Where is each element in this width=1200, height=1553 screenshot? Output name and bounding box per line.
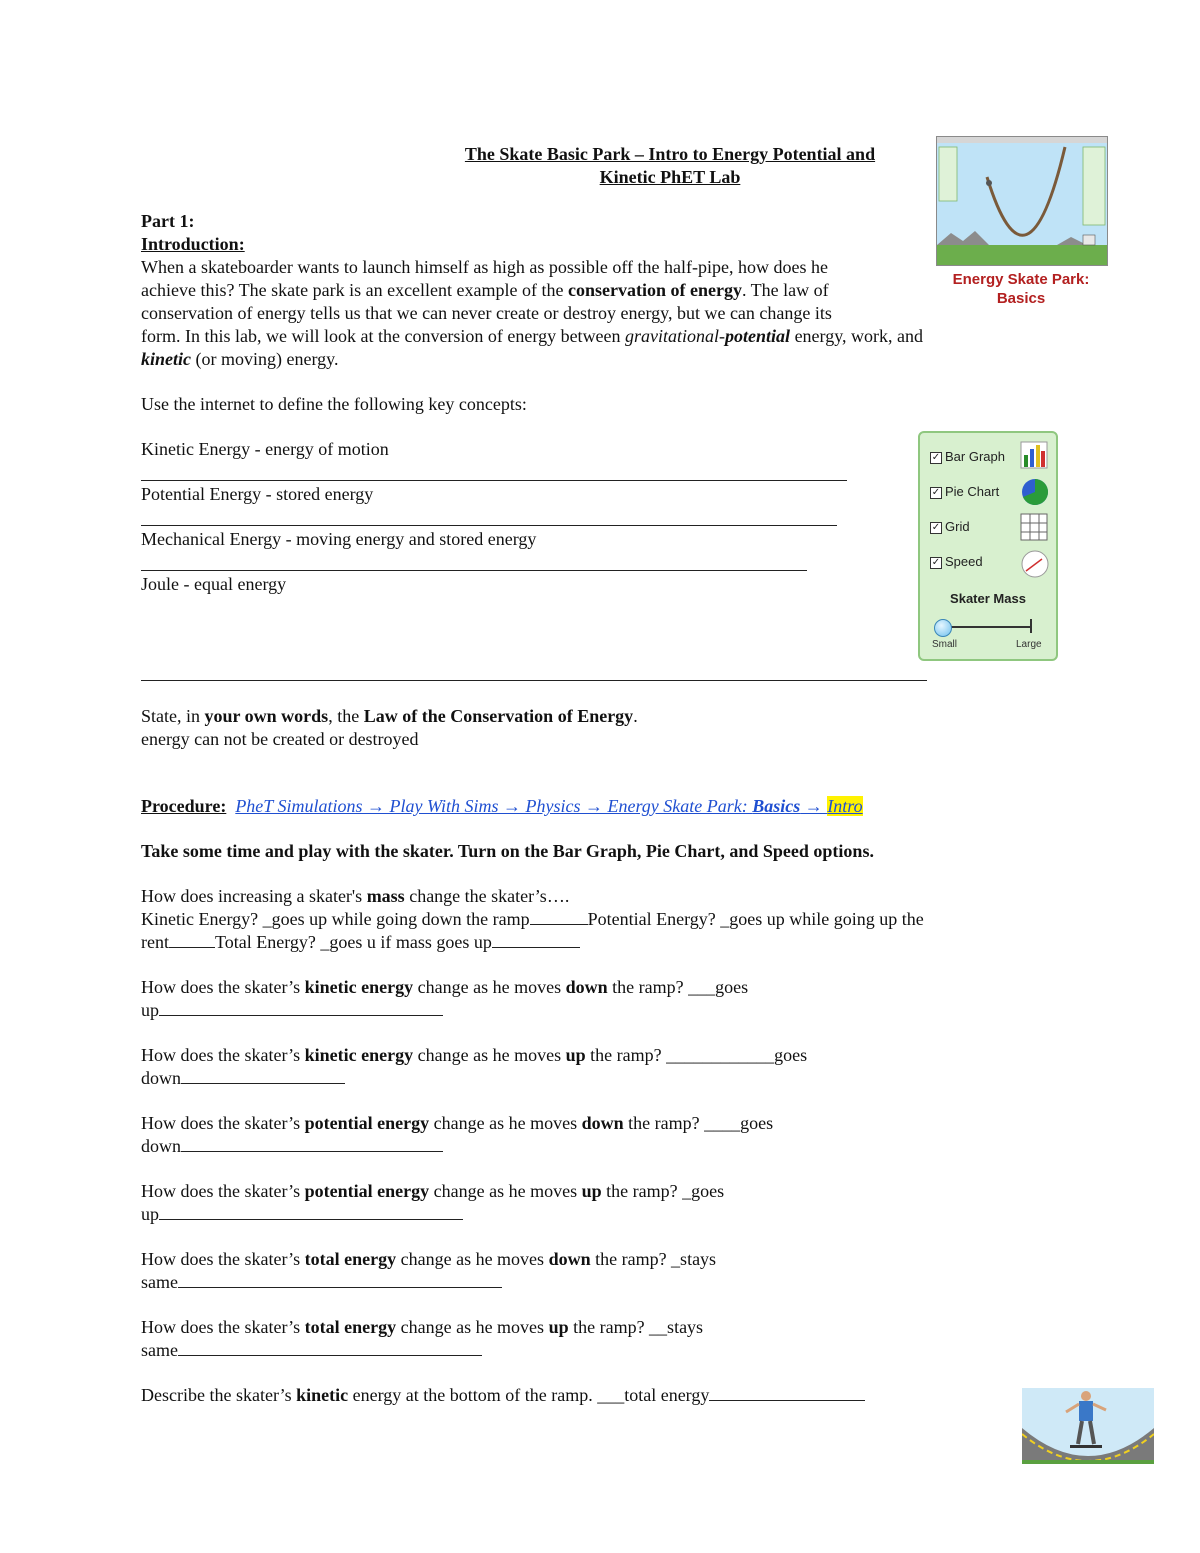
answer-line [141,680,927,681]
bar-graph-option[interactable]: ✓ Bar Graph [931,449,1005,464]
skater-mass-label: Skater Mass [950,591,1026,606]
answer-line [141,525,837,526]
procedure-path-link[interactable]: PheT Simulations → Play With Sims → Physics → Energy Skate Park: [235,796,753,816]
speed-option[interactable]: ✓ Speed [931,554,983,569]
state-law-prompt: State, in your own words, the Law of the Conservation of Energy. [141,706,638,726]
half-pipe-illustration [937,137,1107,265]
mass-answer-line-2: rent Total Energy? _goes u if mass goes up [141,931,580,954]
skater-illustration [1022,1388,1154,1464]
mass-slider-track[interactable] [940,626,1032,628]
instruction: Take some time and play with the skater. Turn on the Bar Graph, Pie Chart, and Speed options. [141,841,874,861]
question-total-up: How does the skater’s total energy change as he moves up the ramp? __stays [141,1317,704,1337]
intro-link[interactable]: Intro [827,796,863,816]
part-heading: Part 1: [141,211,195,231]
definition-kinetic: Kinetic Energy - energy of motion [141,439,389,459]
intro-line-2: achieve this? The skate park is an excellent example of the conservation of energy. The law of [141,280,829,300]
answer-potential-up: up [141,1203,463,1226]
definition-mechanical: Mechanical Energy - moving energy and stored energy [141,529,537,549]
checkbox-icon[interactable]: ✓ [931,556,941,568]
slider-small-label: Small [932,639,958,650]
definition-joule: Joule - equal energy [141,574,287,594]
answer-kinetic-up: down [141,1067,345,1090]
speedometer-icon [1020,549,1050,579]
mass-slider-thumb[interactable] [934,619,952,637]
grid-icon [1020,513,1048,541]
question-potential-up: How does the skater’s potential energy change as he moves up the ramp? _goes [141,1181,725,1201]
question-potential-down: How does the skater’s potential energy change as he moves down the ramp? ____goes [141,1113,774,1133]
mass-question: How does increasing a skater's mass change the skater’s…. [141,886,570,906]
procedure-line: Procedure: PheT Simulations → Play With Sims → Physics → Energy Skate Park: Basics → Intro [141,796,863,816]
question-total-down: How does the skater’s total energy change as he moves down the ramp? _stays [141,1249,717,1269]
basics-link[interactable]: Basics [752,796,801,816]
pie-chart-option[interactable]: ✓ Pie Chart [931,484,1000,499]
intro-line-3: conservation of energy tells us that we can never create or destroy energy, but we can change its [141,303,832,323]
question-kinetic-down: How does the skater’s kinetic energy change as he moves down the ramp? ___goes [141,977,749,997]
checkbox-icon[interactable]: ✓ [931,521,941,533]
slider-end-tick [1030,619,1032,633]
definition-potential: Potential Energy - stored energy [141,484,374,504]
control-panel [918,431,1058,661]
bar-graph-icon [1020,441,1048,469]
simulation-thumbnail [936,136,1108,266]
page-title: The Skate Basic Park – Intro to Energy Potential and Kinetic PhET Lab [464,144,876,187]
answer-total-up: same [141,1339,482,1362]
state-law-answer: energy can not be created or destroyed [141,729,419,749]
answer-total-down: same [141,1271,502,1294]
answer-line [141,570,807,571]
intro-line-5: kinetic (or moving) energy. [141,349,339,369]
intro-heading: Introduction: [141,234,245,254]
simulation-caption: Energy Skate Park: Basics [952,271,1090,307]
question-kinetic-up: How does the skater’s kinetic energy change as he moves up the ramp? ____________goes [141,1045,808,1065]
answer-line [141,480,847,481]
checkbox-icon[interactable]: ✓ [931,486,941,498]
slider-large-label: Large [1016,639,1042,650]
grid-option[interactable]: ✓ Grid [931,519,970,534]
intro-line-1: When a skateboarder wants to launch himself as high as possible off the half-pipe, how does he [141,257,828,277]
intro-line-4: form. In this lab, we will look at the conversion of energy between gravitational-potential energy, work, and [141,326,924,346]
checkbox-icon[interactable]: ✓ [931,451,941,463]
define-prompt: Use the internet to define the following key concepts: [141,394,527,414]
question-kinetic-bottom: Describe the skater’s kinetic energy at the bottom of the ramp. ___total energy [141,1384,865,1407]
answer-kinetic-down: up [141,999,443,1022]
answer-potential-down: down [141,1135,443,1158]
pie-chart-icon [1020,477,1050,507]
mass-answer-line-1: Kinetic Energy? _goes up while going down the ramp Potential Energy? _goes up while going up the [141,909,924,929]
